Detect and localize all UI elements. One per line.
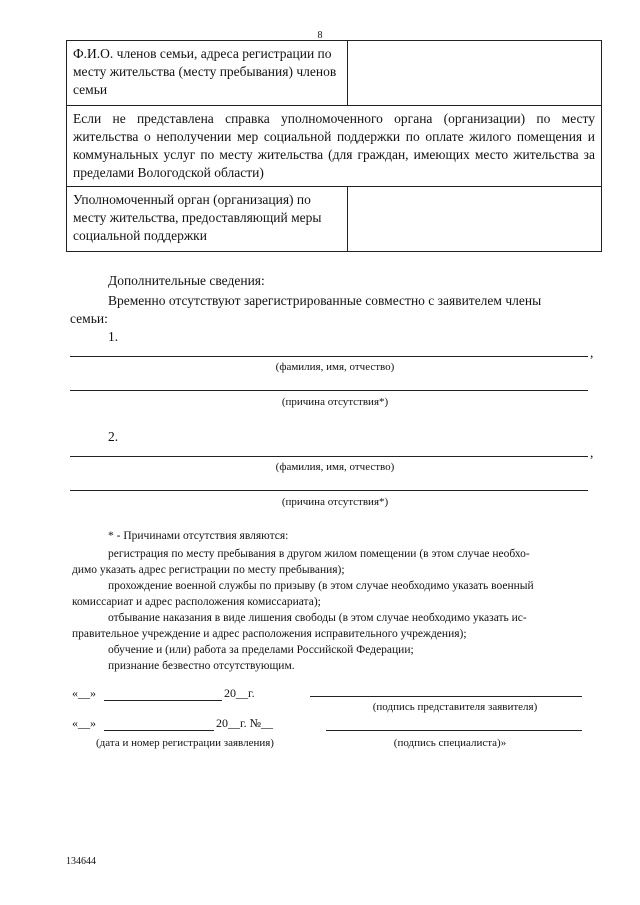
date-open-1: «__» (72, 686, 96, 700)
reason-line-1[interactable] (70, 390, 588, 391)
note-reason-5: признание безвестно отсутствующим. (108, 660, 295, 672)
note-reason-1-cont: димо указать адрес регистрации по месту пребывания); (72, 564, 345, 576)
note-reason-3: отбывание наказания в виде лишения свободы (в этом случае необходимо указать ис- (108, 612, 527, 624)
note-reason-2: прохождение военной службы по призыву (в этом случае необходимо указать военный (108, 580, 534, 592)
item-number-1: 1. (108, 329, 119, 344)
date-year-1: 20__г. (224, 686, 255, 700)
date-year-2: 20__г. №__ (216, 716, 274, 730)
date-open-2: «__» (72, 716, 96, 730)
reason-line-2[interactable] (70, 490, 588, 491)
reason-caption-1: (причина отсутствия*) (281, 396, 389, 408)
reason-caption-2: (причина отсутствия*) (281, 496, 389, 508)
note-reason-2-cont: комиссариат и адрес расположения комиссариата); (72, 596, 321, 608)
note-reason-4: обучение и (или) работа за пределами Российской Федерации; (108, 644, 414, 656)
date-line-2[interactable] (104, 730, 214, 731)
table-row (67, 106, 602, 187)
comma-2: , (590, 445, 594, 460)
authorized-body-label: Уполномоченный орган (организация) по месту жительства, предоставляющий меры социальной поддержки (67, 187, 348, 252)
fio-line-2[interactable] (70, 456, 588, 457)
applicant-signature-line[interactable] (310, 696, 582, 697)
item-number-2: 2. (108, 429, 119, 444)
specialist-signature-line[interactable] (326, 730, 582, 731)
table-row (67, 187, 602, 252)
additional-heading: Дополнительные сведения: (108, 273, 265, 288)
registration-caption: (дата и номер регистрации заявления) (96, 737, 274, 749)
fio-caption-1: (фамилия, имя, отчество) (275, 361, 395, 373)
note-reason-3-cont: правительное учреждение и адрес расположения исправительного учреждения); (72, 628, 467, 640)
page-number: 8 (317, 30, 323, 41)
fio-caption-2: (фамилия, имя, отчество) (275, 461, 395, 473)
applicant-signature-caption: (подпись представителя заявителя) (372, 701, 538, 713)
absent-intro: Временно отсутствуют зарегистрированные совместно с заявителем члены (108, 293, 542, 308)
absent-intro-cont: семьи: (70, 311, 108, 326)
family-members-value[interactable] (348, 41, 602, 106)
specialist-signature-caption: (подпись специалиста)» (393, 737, 507, 749)
table-row (67, 41, 602, 106)
notes-title: * - Причинами отсутствия являются: (108, 530, 289, 542)
date-line-1[interactable] (104, 700, 222, 701)
certificate-note: Если не представлена справка уполномоченного органа (организации) по месту жительства о неполучении мер социальной поддержки по оплате жилого помещения и коммунальных услуг по месту жительства (для граждан, имеющих место жительства за пределами Вологодской области) (67, 106, 602, 187)
authorized-body-value[interactable] (348, 187, 602, 252)
info-table (66, 40, 602, 252)
document-code: 134644 (66, 856, 96, 867)
note-reason-1: регистрация по месту пребывания в другом жилом помещении (в этом случае необхо- (108, 548, 530, 560)
family-members-label: Ф.И.О. членов семьи, адреса регистрации по месту жительства (месту пребывания) членов семьи (67, 41, 348, 106)
comma-1: , (590, 345, 594, 360)
fio-line-1[interactable] (70, 356, 588, 357)
